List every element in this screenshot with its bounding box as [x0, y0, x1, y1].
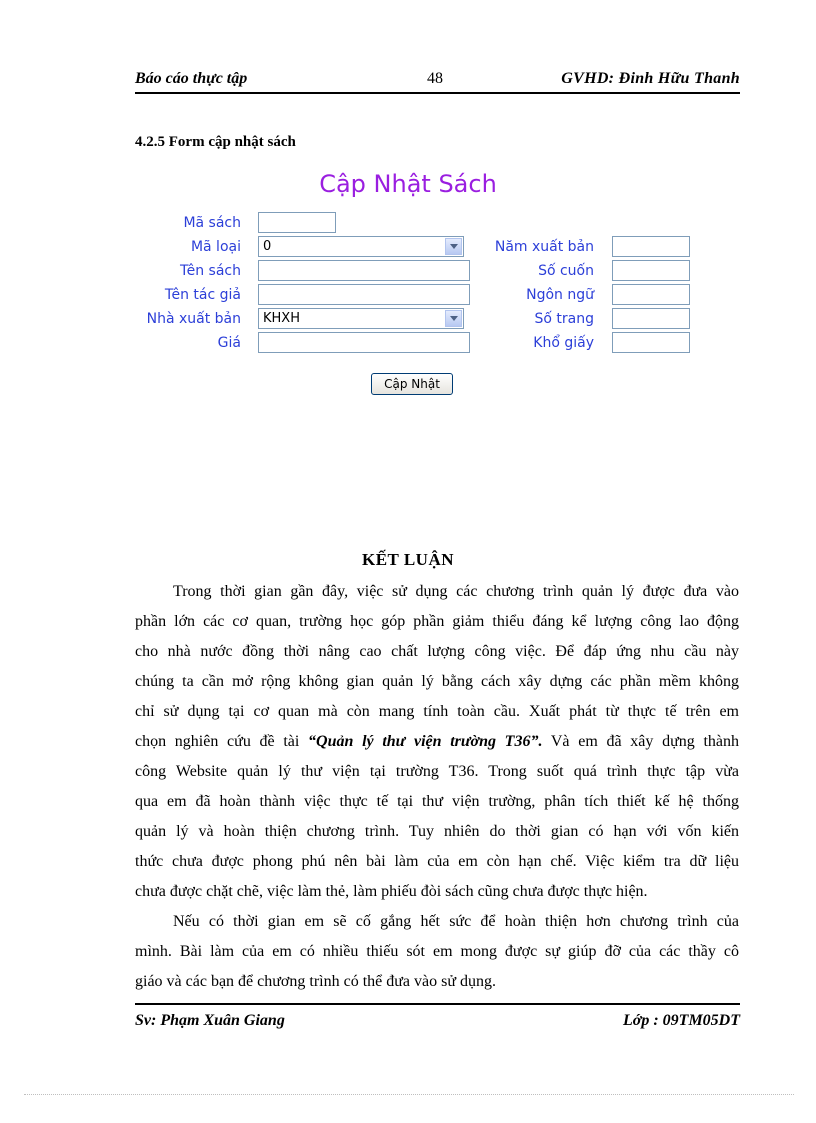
- label-ma-loai: Mã loại: [190, 239, 241, 255]
- conclusion-paragraph-1: [135, 577, 739, 907]
- conclusion-title: KẾT LUẬN: [361, 550, 454, 569]
- ma-sach-input[interactable]: [258, 212, 336, 233]
- paragraph-line: giáo và các bạn để chương trình có thể đưa vào sử dụng.: [135, 973, 497, 990]
- paragraph-line: [135, 727, 739, 757]
- nha-xuat-ban-selected-value: KHXH: [263, 311, 300, 326]
- conclusion-paragraph-2: [135, 907, 739, 997]
- label-ngon-ngu: Ngôn ngữ: [526, 287, 594, 303]
- label-ten-sach: Tên sách: [180, 263, 241, 279]
- ngon-ngu-input[interactable]: [612, 284, 690, 305]
- form-title: Cập Nhật Sách: [319, 170, 497, 198]
- footer-student-name: Sv: Phạm Xuân Giang: [135, 1012, 285, 1029]
- paragraph-line: Trong thời gian gần đây, việc sử dụng các chương trình quản lý được đưa vào: [173, 583, 739, 600]
- nam-xuat-ban-input[interactable]: [612, 236, 690, 257]
- ten-sach-input[interactable]: [258, 260, 470, 281]
- page-header: [135, 66, 740, 94]
- paragraph-line: mình. Bài làm của em có nhiều thiếu sót em mong được sự giúp đỡ của các thầy cô: [135, 943, 739, 960]
- chevron-down-icon[interactable]: [445, 238, 462, 255]
- paragraph-line: qua em đã hoàn thành việc thực tế tại thư viện trường, phân tích thiết kế hệ thống: [135, 793, 739, 810]
- page-bottom-rule: [24, 1094, 794, 1095]
- paragraph-line: chúng ta cần mở rộng không gian quản lý bằng cách xây dựng các phần mềm không: [135, 673, 739, 690]
- label-ma-sach: Mã sách: [183, 215, 241, 231]
- gia-input[interactable]: [258, 332, 470, 353]
- paragraph-line: phần lớn các cơ quan, trường học góp phần giảm thiểu đáng kể lượng công lao động: [135, 613, 739, 630]
- paragraph-text: Và em đã xây dựng thành: [542, 733, 739, 750]
- paragraph-text: chọn nghiên cứu đề tài: [135, 733, 309, 750]
- header-supervisor: GVHD: Đinh Hữu Thanh: [561, 70, 740, 87]
- chevron-down-icon[interactable]: [445, 310, 462, 327]
- thesis-topic: “Quản lý thư viện trường T36”.: [308, 733, 543, 750]
- paragraph-line: chưa được chặt chẽ, việc làm thẻ, làm phiếu đòi sách cũng chưa được thực hiện.: [135, 883, 648, 900]
- label-gia: Giá: [217, 335, 241, 351]
- label-nha-xuat-ban: Nhà xuất bản: [146, 311, 241, 327]
- ma-loai-selected-value: 0: [263, 239, 272, 254]
- paragraph-line: Nếu có thời gian em sẽ cố gắng hết sức để hoàn thiện hơn chương trình của: [173, 913, 739, 930]
- section-title: 4.2.5 Form cập nhật sách: [135, 134, 296, 150]
- label-so-cuon: Số cuốn: [538, 263, 594, 279]
- label-ten-tac-gia: Tên tác giả: [164, 287, 241, 303]
- ma-loai-select[interactable]: [258, 236, 464, 257]
- paragraph-line: chỉ sử dụng tại cơ quan mà còn mang tính toàn cầu. Xuất phát từ thực tế trên em: [135, 703, 739, 720]
- paragraph-line: thức chưa được phong phú nên bài làm của em còn hạn chế. Việc kiểm tra dữ liệu: [135, 853, 739, 870]
- header-report-title: Báo cáo thực tập: [135, 70, 248, 87]
- so-cuon-input[interactable]: [612, 260, 690, 281]
- paragraph-line: cho nhà nước đồng thời nâng cao chất lượng công việc. Để đáp ứng nhu cầu này: [135, 643, 739, 660]
- label-kho-giay: Khổ giấy: [533, 335, 594, 351]
- page-footer: [135, 1003, 740, 1029]
- so-trang-input[interactable]: [612, 308, 690, 329]
- ten-tac-gia-input[interactable]: [258, 284, 470, 305]
- footer-class: Lớp : 09TM05DT: [622, 1012, 740, 1029]
- header-page-number: 48: [427, 70, 443, 87]
- kho-giay-input[interactable]: [612, 332, 690, 353]
- cap-nhat-button[interactable]: Cập Nhật: [371, 373, 453, 395]
- label-nam-xuat-ban: Năm xuất bản: [494, 239, 594, 255]
- paragraph-line: công Website quản lý thư viện tại trường T36. Trong suốt quá trình thực tập vừa: [135, 763, 739, 780]
- nha-xuat-ban-select[interactable]: [258, 308, 464, 329]
- label-so-trang: Số trang: [534, 311, 594, 327]
- paragraph-line: quản lý và hoàn thiện chương trình. Tuy nhiên do thời gian có hạn với vốn kiến: [135, 823, 739, 840]
